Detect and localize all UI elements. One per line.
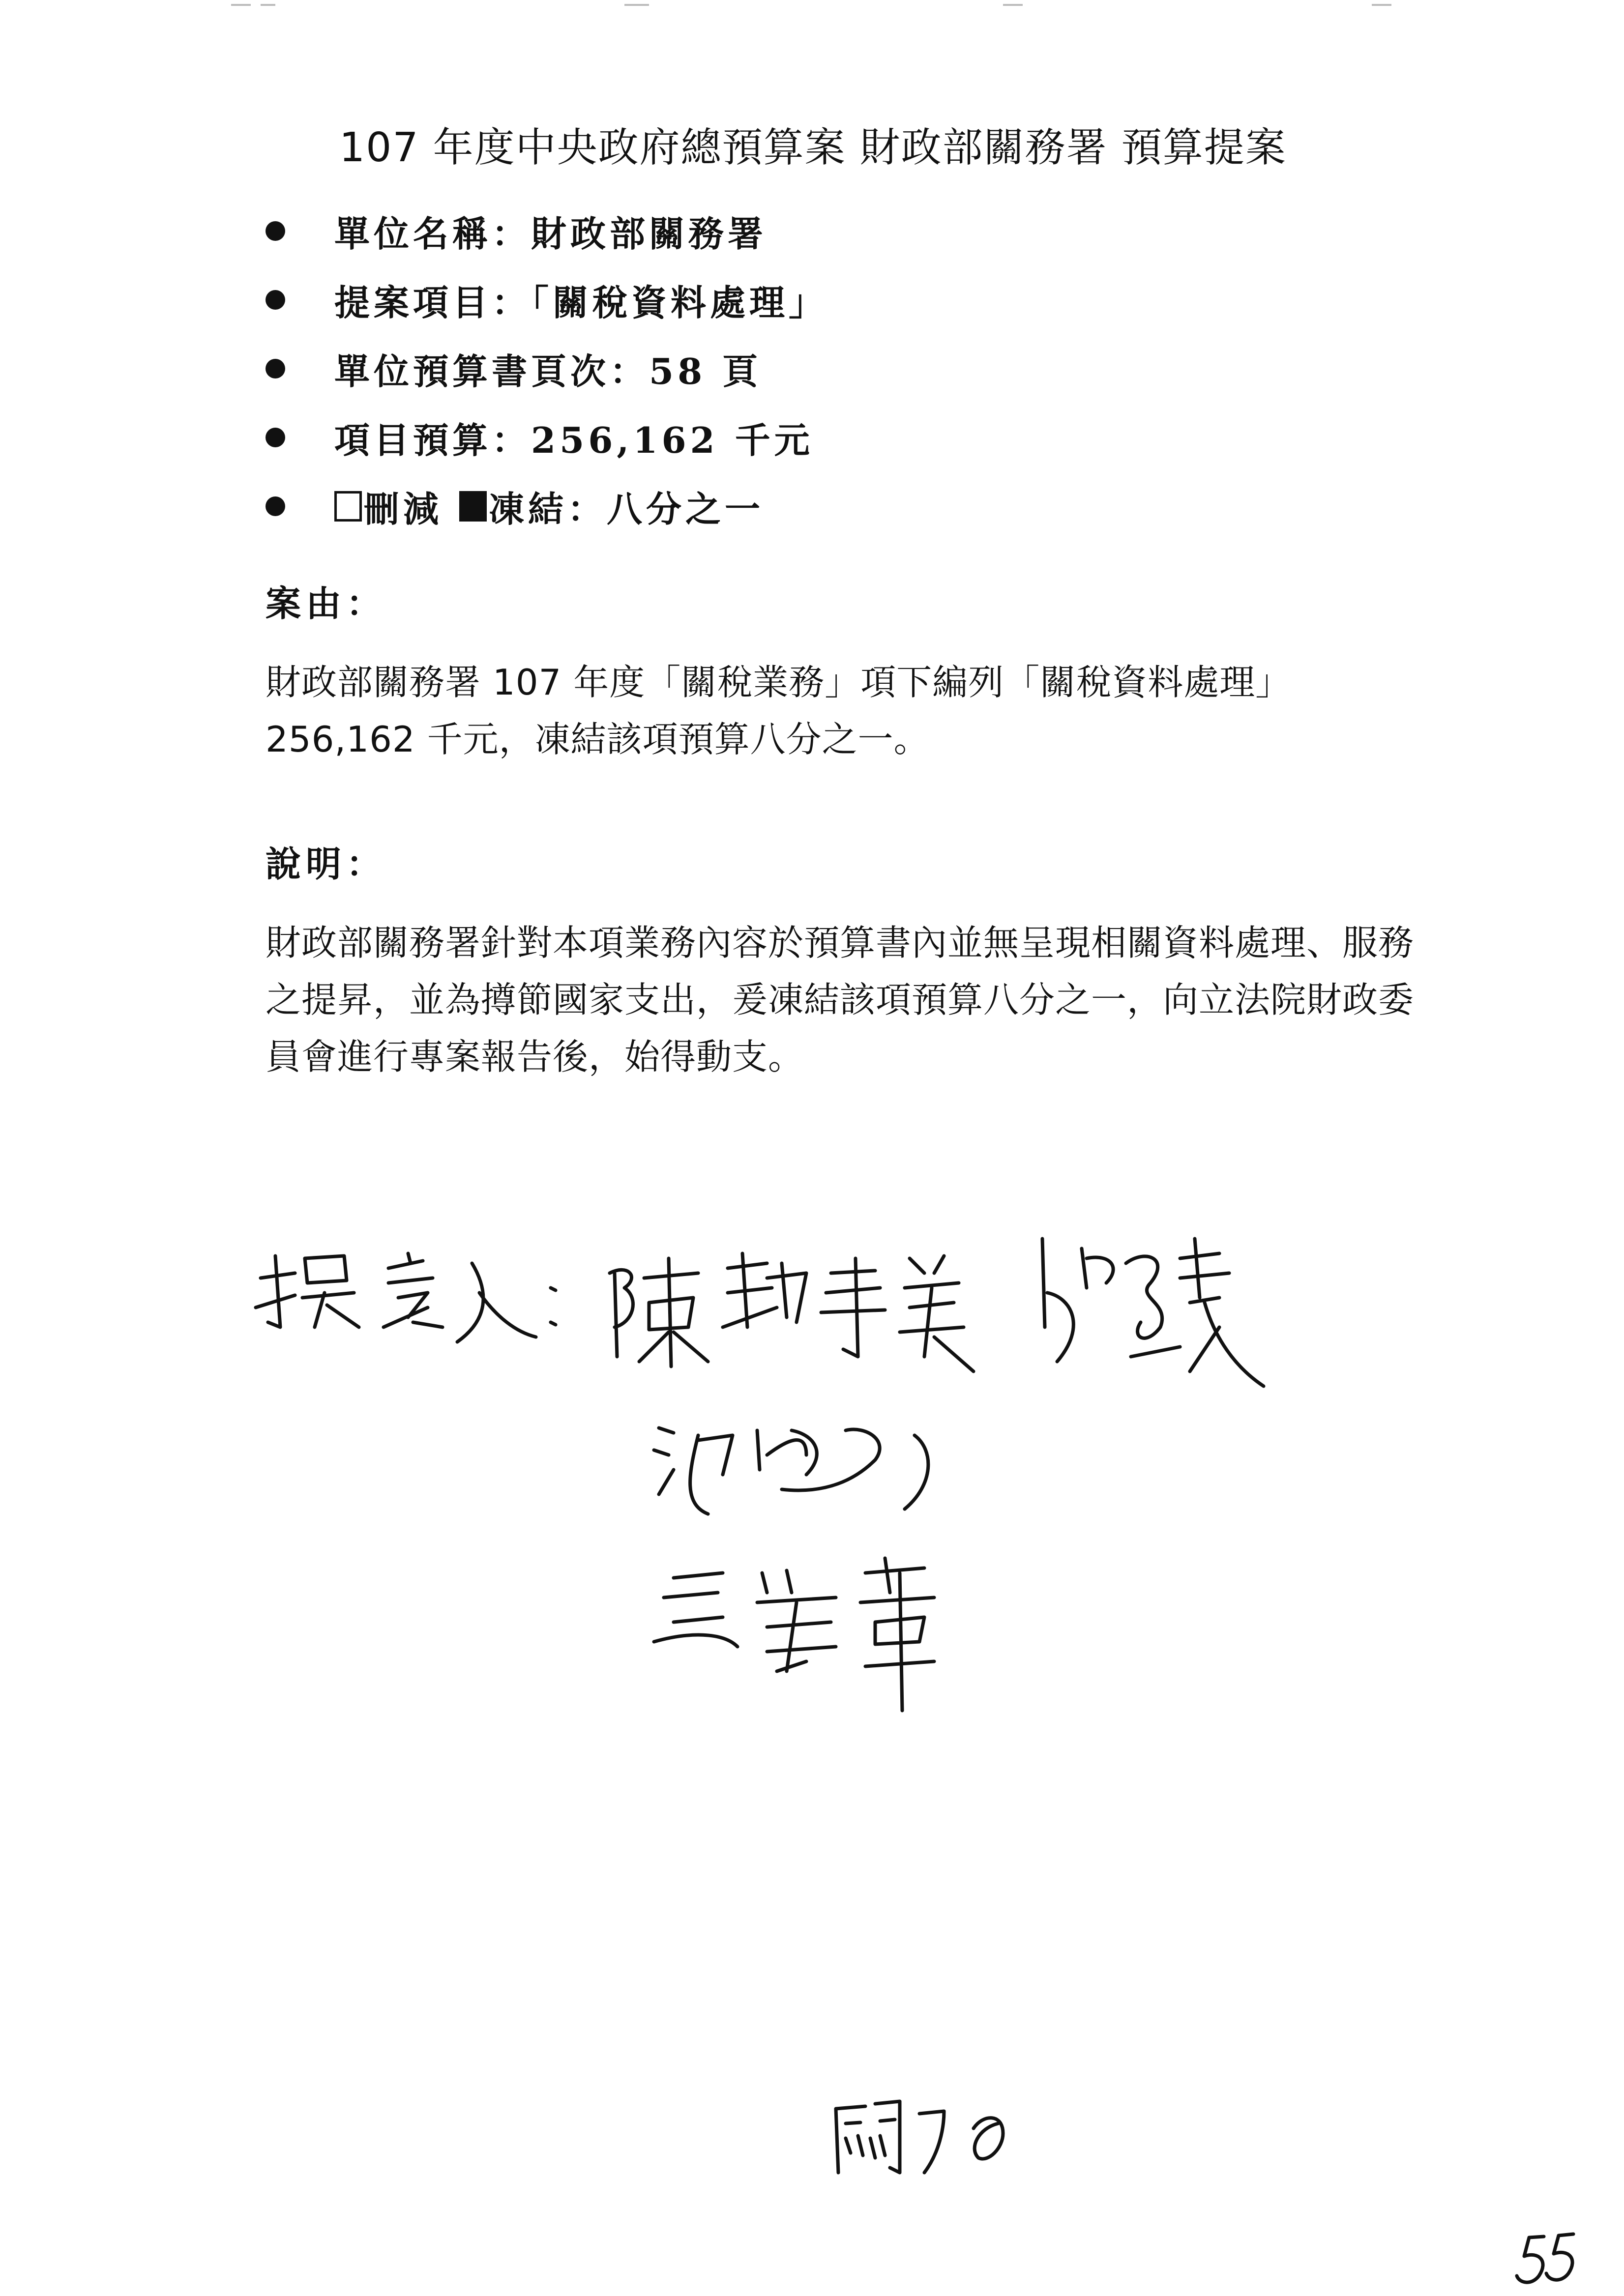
proposer-signature [256, 1253, 974, 1371]
field-budget-text: 項目預算：256,162 千元 [334, 419, 814, 461]
second-signature [1042, 1239, 1264, 1386]
field-page-text: 單位預算書頁次：58 頁 [334, 350, 762, 392]
seal-note-handwriting [836, 2101, 1003, 2173]
field-item-text: 提案項目：「關稅資料處理」 [334, 282, 828, 323]
cosigner-signature-2 [654, 1558, 934, 1711]
explanation-heading: 說明： [266, 843, 387, 885]
handwritten-page-number [1517, 2234, 1573, 2282]
cosigner-signature-1 [654, 1428, 928, 1514]
reason-text: 財政部關務署 107 年度「關稅業務」項下編列「關稅資料處理」256,162 千元，凍結該項預算八分之一。 [266, 662, 1292, 760]
explanation-text: 財政部關務署針對本項業務內容於預算書內並無呈現相關資料處理、服務之提昇，並為撙節國家支出，爰凍結該項預算八分之一，向立法院財政委員會進行專案報告後，始得動支。 [266, 922, 1415, 1077]
reason-heading: 案由： [266, 582, 387, 624]
option-cut-label: 刪減 [364, 488, 443, 530]
document-title: 107 年度中央政府總預算案 財政部關務署 預算提案 [339, 124, 1287, 171]
field-unit-text: 單位名稱：財政部關務署 [334, 213, 768, 255]
option-freeze-label: 凍結：八分之一 [489, 488, 765, 530]
